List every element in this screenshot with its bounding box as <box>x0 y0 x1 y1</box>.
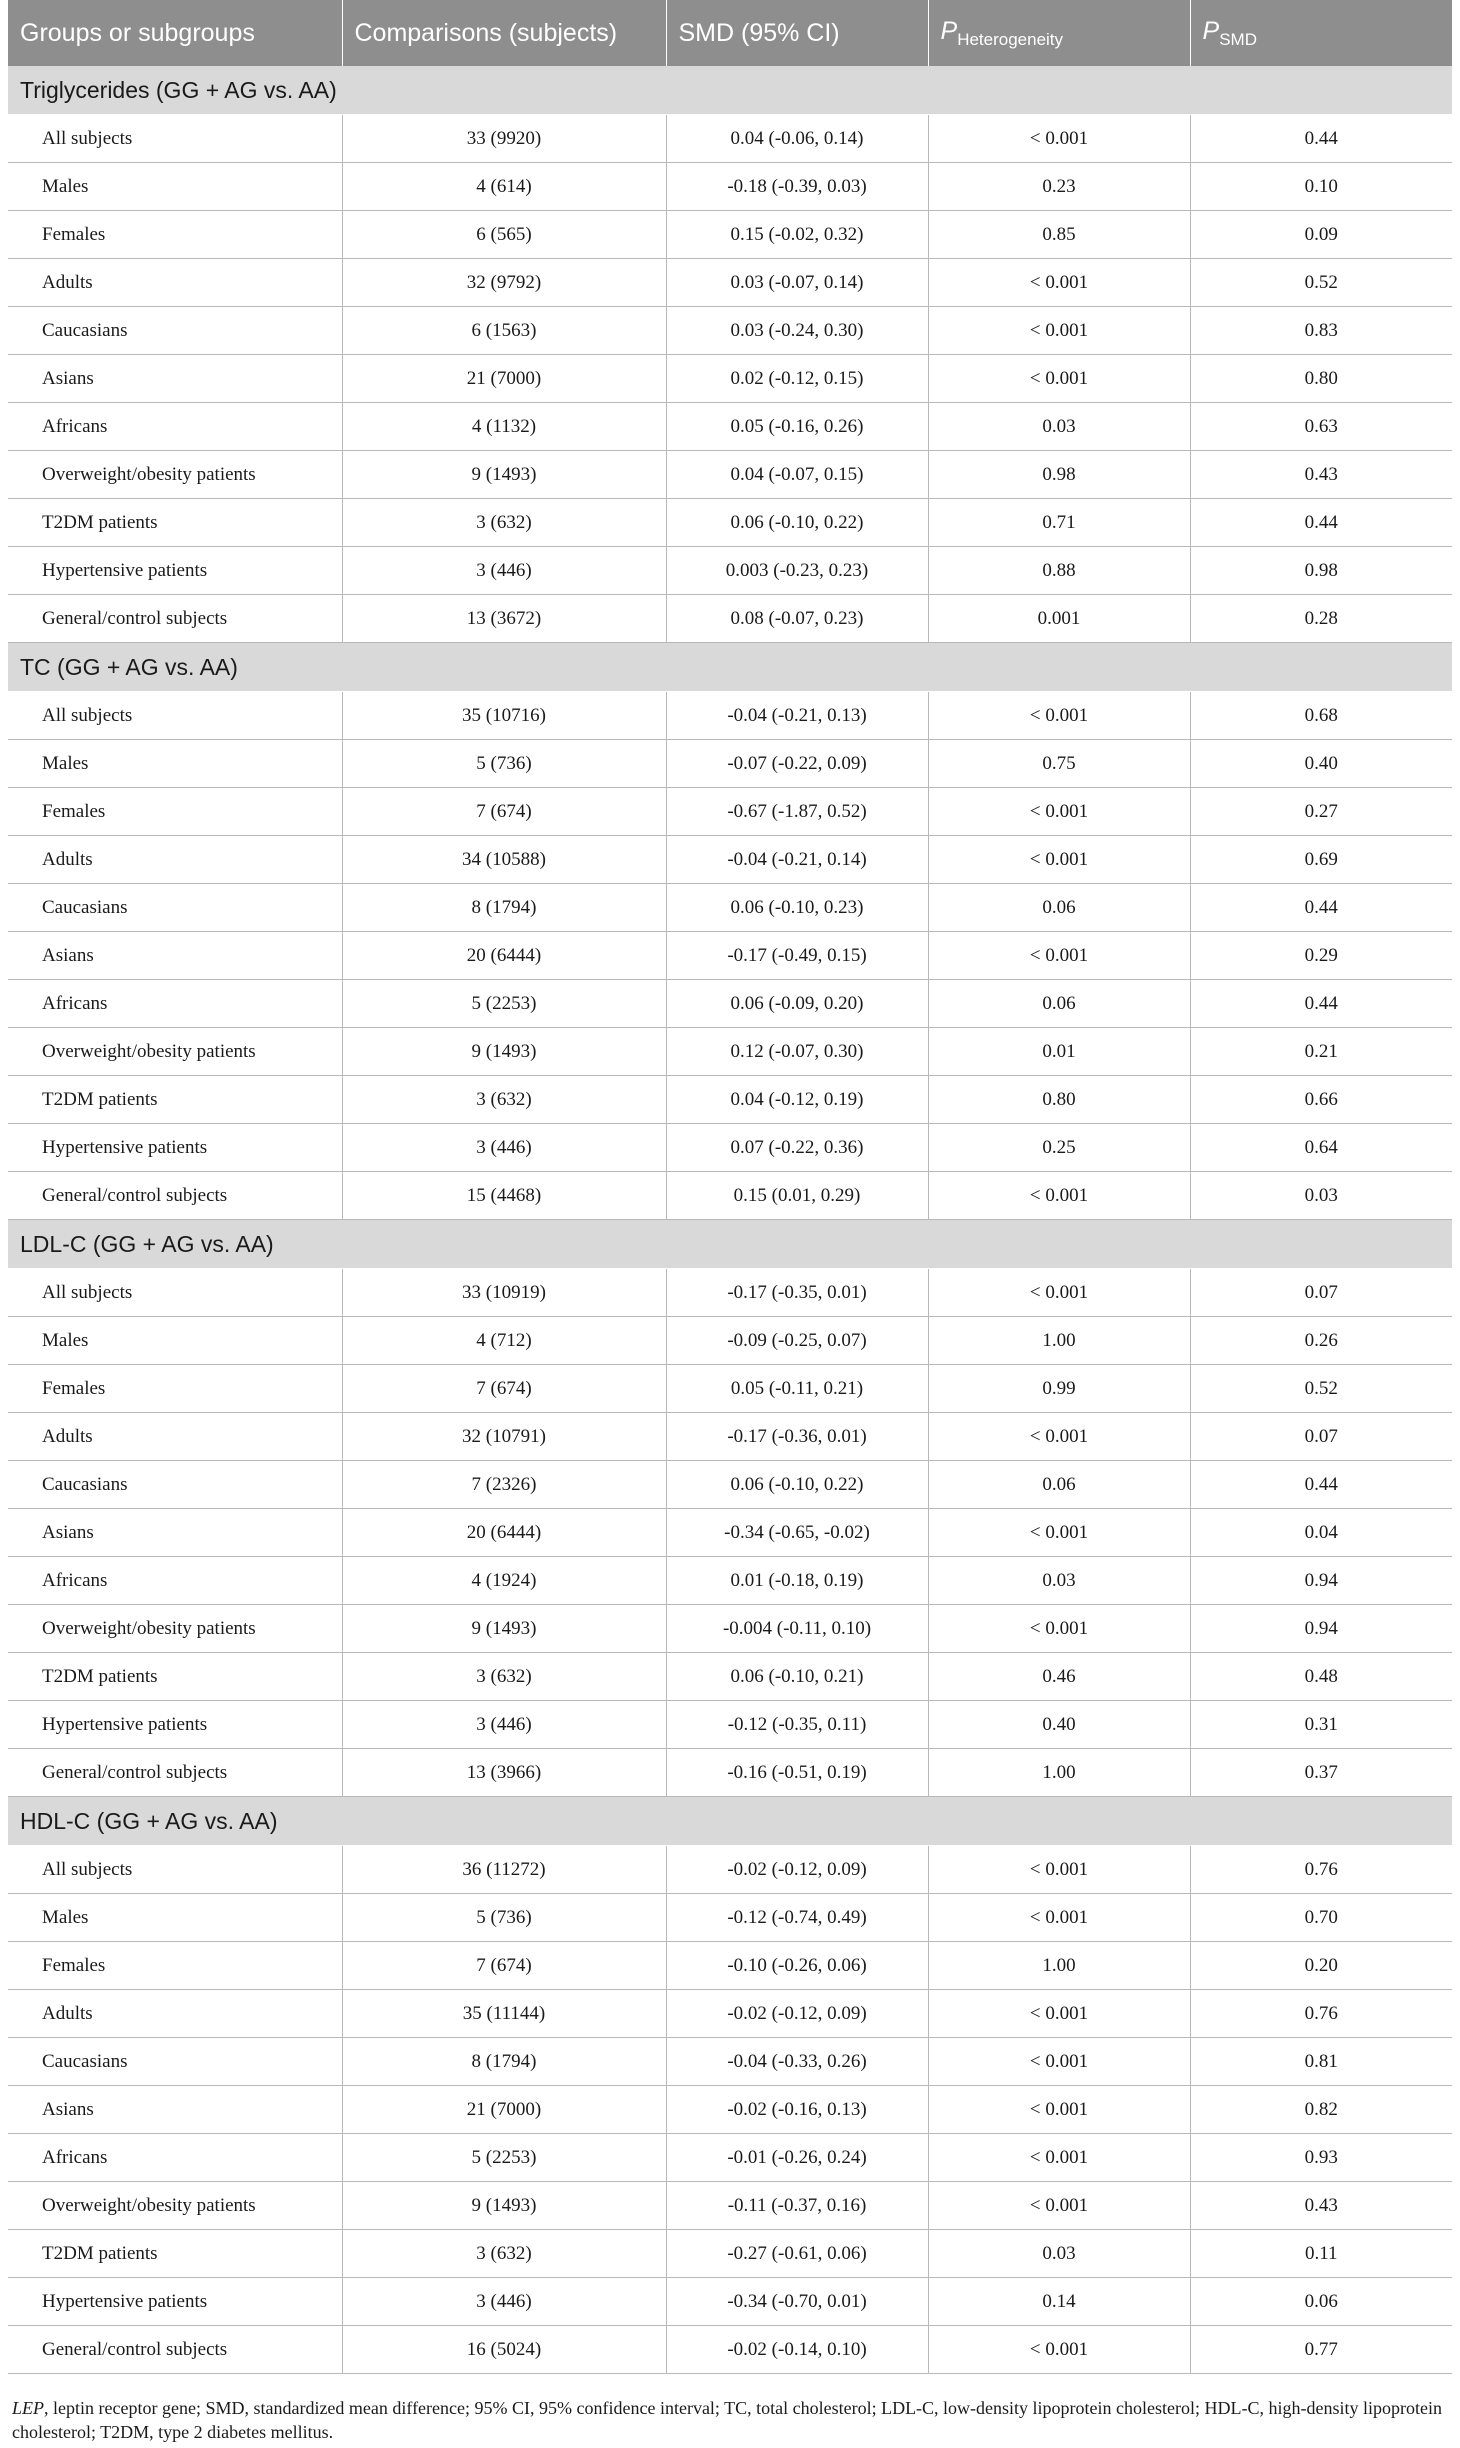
table-row <box>8 355 1452 403</box>
cell-smd: -0.67 (-1.87, 0.52) <box>666 788 928 836</box>
cell-group: Hypertensive patients <box>8 1701 342 1749</box>
cell-comparisons: 15 (4468) <box>342 1172 666 1220</box>
table-row <box>8 692 1452 740</box>
header-comparisons: Comparisons (subjects) <box>342 0 666 66</box>
p-subscript: Heterogeneity <box>957 29 1064 49</box>
cell-p-smd: 0.81 <box>1190 2038 1452 2086</box>
table-row <box>8 1653 1452 1701</box>
table-row <box>8 740 1452 788</box>
cell-p-smd: 0.48 <box>1190 1653 1452 1701</box>
cell-smd: 0.05 (-0.11, 0.21) <box>666 1365 928 1413</box>
table-row <box>8 2086 1452 2134</box>
table-row <box>8 547 1452 595</box>
cell-p-smd: 0.44 <box>1190 499 1452 547</box>
table-row <box>8 1076 1452 1124</box>
cell-smd: 0.03 (-0.07, 0.14) <box>666 259 928 307</box>
cell-p-heterogeneity: 0.46 <box>928 1653 1190 1701</box>
cell-group: Hypertensive patients <box>8 1124 342 1172</box>
cell-group: Adults <box>8 259 342 307</box>
table-row <box>8 211 1452 259</box>
cell-smd: 0.03 (-0.24, 0.30) <box>666 307 928 355</box>
table-row <box>8 1509 1452 1557</box>
table-row <box>8 595 1452 643</box>
cell-group: Males <box>8 1894 342 1942</box>
cell-p-heterogeneity: < 0.001 <box>928 1172 1190 1220</box>
cell-comparisons: 3 (632) <box>342 499 666 547</box>
cell-group: Hypertensive patients <box>8 547 342 595</box>
cell-smd: 0.01 (-0.18, 0.19) <box>666 1557 928 1605</box>
cell-smd: -0.01 (-0.26, 0.24) <box>666 2134 928 2182</box>
cell-smd: 0.06 (-0.10, 0.22) <box>666 499 928 547</box>
cell-comparisons: 4 (1924) <box>342 1557 666 1605</box>
cell-p-heterogeneity: 0.14 <box>928 2278 1190 2326</box>
cell-group: Caucasians <box>8 2038 342 2086</box>
cell-p-heterogeneity: 0.03 <box>928 2230 1190 2278</box>
cell-p-heterogeneity: < 0.001 <box>928 307 1190 355</box>
table-row <box>8 1846 1452 1894</box>
cell-smd: 0.003 (-0.23, 0.23) <box>666 547 928 595</box>
section-title: TC (GG + AG vs. AA) <box>8 643 1452 692</box>
table-footnote <box>12 2396 1448 2444</box>
cell-group: Females <box>8 1942 342 1990</box>
table-row <box>8 836 1452 884</box>
cell-p-smd: 0.21 <box>1190 1028 1452 1076</box>
cell-p-heterogeneity: 0.40 <box>928 1701 1190 1749</box>
cell-smd: -0.34 (-0.65, -0.02) <box>666 1509 928 1557</box>
cell-smd: 0.04 (-0.12, 0.19) <box>666 1076 928 1124</box>
section-header-row <box>8 66 1452 115</box>
cell-p-heterogeneity: < 0.001 <box>928 2086 1190 2134</box>
cell-group: All subjects <box>8 1269 342 1317</box>
cell-smd: -0.02 (-0.16, 0.13) <box>666 2086 928 2134</box>
cell-p-heterogeneity: 0.06 <box>928 884 1190 932</box>
cell-smd: -0.17 (-0.35, 0.01) <box>666 1269 928 1317</box>
cell-p-smd: 0.52 <box>1190 1365 1452 1413</box>
table-row <box>8 2038 1452 2086</box>
cell-p-smd: 0.44 <box>1190 980 1452 1028</box>
cell-group: Overweight/obesity patients <box>8 1605 342 1653</box>
cell-comparisons: 4 (614) <box>342 163 666 211</box>
cell-p-heterogeneity: < 0.001 <box>928 2182 1190 2230</box>
cell-p-smd: 0.06 <box>1190 2278 1452 2326</box>
table-row <box>8 1124 1452 1172</box>
cell-group: General/control subjects <box>8 595 342 643</box>
cell-p-smd: 0.07 <box>1190 1269 1452 1317</box>
cell-group: Overweight/obesity patients <box>8 1028 342 1076</box>
cell-p-heterogeneity: 0.85 <box>928 211 1190 259</box>
cell-comparisons: 5 (736) <box>342 740 666 788</box>
table-row <box>8 1269 1452 1317</box>
cell-smd: 0.12 (-0.07, 0.30) <box>666 1028 928 1076</box>
p-symbol: P <box>1202 16 1220 45</box>
table-row <box>8 2134 1452 2182</box>
cell-p-heterogeneity: < 0.001 <box>928 1846 1190 1894</box>
cell-comparisons: 32 (10791) <box>342 1413 666 1461</box>
table-row <box>8 403 1452 451</box>
cell-smd: 0.02 (-0.12, 0.15) <box>666 355 928 403</box>
table-row <box>8 499 1452 547</box>
cell-smd: -0.02 (-0.14, 0.10) <box>666 2326 928 2374</box>
cell-p-smd: 0.70 <box>1190 1894 1452 1942</box>
cell-comparisons: 8 (1794) <box>342 2038 666 2086</box>
table-row <box>8 163 1452 211</box>
cell-smd: -0.16 (-0.51, 0.19) <box>666 1749 928 1797</box>
cell-smd: -0.09 (-0.25, 0.07) <box>666 1317 928 1365</box>
cell-p-smd: 0.43 <box>1190 451 1452 499</box>
cell-p-heterogeneity: 0.80 <box>928 1076 1190 1124</box>
cell-comparisons: 3 (446) <box>342 1701 666 1749</box>
cell-p-smd: 0.03 <box>1190 1172 1452 1220</box>
cell-comparisons: 36 (11272) <box>342 1846 666 1894</box>
table-row <box>8 884 1452 932</box>
table-row <box>8 980 1452 1028</box>
cell-p-heterogeneity: < 0.001 <box>928 1990 1190 2038</box>
table-row <box>8 1413 1452 1461</box>
cell-group: Asians <box>8 932 342 980</box>
cell-p-smd: 0.76 <box>1190 1846 1452 1894</box>
cell-group: Adults <box>8 1990 342 2038</box>
cell-p-heterogeneity: 0.06 <box>928 1461 1190 1509</box>
cell-smd: -0.07 (-0.22, 0.09) <box>666 740 928 788</box>
cell-group: T2DM patients <box>8 1076 342 1124</box>
cell-p-smd: 0.31 <box>1190 1701 1452 1749</box>
cell-p-heterogeneity: < 0.001 <box>928 692 1190 740</box>
cell-p-heterogeneity: 0.001 <box>928 595 1190 643</box>
cell-smd: 0.04 (-0.07, 0.15) <box>666 451 928 499</box>
cell-comparisons: 7 (674) <box>342 1942 666 1990</box>
table-row <box>8 1894 1452 1942</box>
cell-comparisons: 8 (1794) <box>342 884 666 932</box>
cell-comparisons: 21 (7000) <box>342 2086 666 2134</box>
cell-comparisons: 6 (1563) <box>342 307 666 355</box>
cell-smd: -0.02 (-0.12, 0.09) <box>666 1846 928 1894</box>
cell-comparisons: 7 (2326) <box>342 1461 666 1509</box>
cell-comparisons: 35 (10716) <box>342 692 666 740</box>
cell-p-heterogeneity: 1.00 <box>928 1317 1190 1365</box>
section-title: HDL-C (GG + AG vs. AA) <box>8 1797 1452 1846</box>
cell-comparisons: 5 (736) <box>342 1894 666 1942</box>
cell-p-heterogeneity: < 0.001 <box>928 115 1190 163</box>
table-row <box>8 1701 1452 1749</box>
table-row <box>8 1028 1452 1076</box>
cell-group: Adults <box>8 836 342 884</box>
cell-p-smd: 0.66 <box>1190 1076 1452 1124</box>
cell-p-smd: 0.69 <box>1190 836 1452 884</box>
cell-p-heterogeneity: 0.88 <box>928 547 1190 595</box>
cell-p-heterogeneity: 0.23 <box>928 163 1190 211</box>
cell-p-heterogeneity: < 0.001 <box>928 2326 1190 2374</box>
cell-p-smd: 0.44 <box>1190 1461 1452 1509</box>
cell-p-smd: 0.93 <box>1190 2134 1452 2182</box>
cell-p-heterogeneity: 0.99 <box>928 1365 1190 1413</box>
cell-comparisons: 5 (2253) <box>342 2134 666 2182</box>
table-row <box>8 1365 1452 1413</box>
p-symbol: P <box>940 16 958 45</box>
cell-group: Females <box>8 211 342 259</box>
cell-group: T2DM patients <box>8 499 342 547</box>
cell-comparisons: 3 (446) <box>342 1124 666 1172</box>
cell-comparisons: 3 (632) <box>342 1076 666 1124</box>
cell-smd: 0.15 (-0.02, 0.32) <box>666 211 928 259</box>
cell-group: Caucasians <box>8 307 342 355</box>
cell-p-heterogeneity: < 0.001 <box>928 1605 1190 1653</box>
footnote-abbreviation: LEP <box>12 2398 45 2418</box>
cell-p-heterogeneity: < 0.001 <box>928 1509 1190 1557</box>
cell-p-smd: 0.07 <box>1190 1413 1452 1461</box>
meta-analysis-table <box>8 0 1452 2374</box>
cell-group: Asians <box>8 2086 342 2134</box>
cell-group: Overweight/obesity patients <box>8 451 342 499</box>
footnote-text: , leptin receptor gene; SMD, standardized mean difference; 95% CI, 95% confidence interval; TC, total cholesterol; LDL-C, low-density lipoprotein cholesterol; HDL-C, high-density lipoprotein cholesterol; T2DM, type 2 diabetes mellitus. <box>12 2398 1442 2442</box>
cell-comparisons: 34 (10588) <box>342 836 666 884</box>
cell-p-heterogeneity: < 0.001 <box>928 788 1190 836</box>
table-row <box>8 115 1452 163</box>
cell-comparisons: 13 (3672) <box>342 595 666 643</box>
cell-smd: 0.07 (-0.22, 0.36) <box>666 1124 928 1172</box>
cell-p-heterogeneity: < 0.001 <box>928 2134 1190 2182</box>
cell-smd: 0.06 (-0.10, 0.22) <box>666 1461 928 1509</box>
cell-comparisons: 9 (1493) <box>342 2182 666 2230</box>
cell-group: Females <box>8 1365 342 1413</box>
cell-group: T2DM patients <box>8 2230 342 2278</box>
cell-p-heterogeneity: < 0.001 <box>928 259 1190 307</box>
cell-p-smd: 0.11 <box>1190 2230 1452 2278</box>
header-row <box>8 0 1452 66</box>
cell-group: General/control subjects <box>8 1749 342 1797</box>
table-row <box>8 1461 1452 1509</box>
cell-smd: -0.12 (-0.35, 0.11) <box>666 1701 928 1749</box>
cell-p-heterogeneity: < 0.001 <box>928 2038 1190 2086</box>
cell-p-smd: 0.44 <box>1190 115 1452 163</box>
cell-smd: 0.08 (-0.07, 0.23) <box>666 595 928 643</box>
table-row <box>8 2230 1452 2278</box>
cell-p-smd: 0.63 <box>1190 403 1452 451</box>
cell-p-smd: 0.29 <box>1190 932 1452 980</box>
table-row <box>8 788 1452 836</box>
section-title: LDL-C (GG + AG vs. AA) <box>8 1220 1452 1269</box>
cell-p-smd: 0.64 <box>1190 1124 1452 1172</box>
cell-smd: -0.04 (-0.33, 0.26) <box>666 2038 928 2086</box>
header-p-heterogeneity <box>928 0 1190 66</box>
cell-group: Females <box>8 788 342 836</box>
table-body <box>8 66 1452 2374</box>
cell-group: General/control subjects <box>8 2326 342 2374</box>
cell-comparisons: 4 (712) <box>342 1317 666 1365</box>
cell-p-smd: 0.44 <box>1190 884 1452 932</box>
cell-p-smd: 0.10 <box>1190 163 1452 211</box>
cell-comparisons: 3 (632) <box>342 1653 666 1701</box>
cell-comparisons: 21 (7000) <box>342 355 666 403</box>
table-row <box>8 1990 1452 2038</box>
cell-comparisons: 13 (3966) <box>342 1749 666 1797</box>
cell-p-heterogeneity: < 0.001 <box>928 836 1190 884</box>
cell-smd: -0.04 (-0.21, 0.13) <box>666 692 928 740</box>
cell-p-heterogeneity: < 0.001 <box>928 1413 1190 1461</box>
cell-smd: 0.06 (-0.10, 0.23) <box>666 884 928 932</box>
cell-p-heterogeneity: 0.06 <box>928 980 1190 1028</box>
cell-group: Hypertensive patients <box>8 2278 342 2326</box>
cell-p-heterogeneity: 0.71 <box>928 499 1190 547</box>
cell-group: Males <box>8 163 342 211</box>
cell-comparisons: 5 (2253) <box>342 980 666 1028</box>
cell-comparisons: 9 (1493) <box>342 1028 666 1076</box>
cell-comparisons: 33 (10919) <box>342 1269 666 1317</box>
cell-p-heterogeneity: 0.25 <box>928 1124 1190 1172</box>
cell-smd: -0.27 (-0.61, 0.06) <box>666 2230 928 2278</box>
cell-group: All subjects <box>8 692 342 740</box>
cell-p-heterogeneity: 0.01 <box>928 1028 1190 1076</box>
cell-p-heterogeneity: 0.03 <box>928 1557 1190 1605</box>
cell-comparisons: 35 (11144) <box>342 1990 666 2038</box>
table-row <box>8 307 1452 355</box>
cell-comparisons: 3 (632) <box>342 2230 666 2278</box>
cell-smd: -0.34 (-0.70, 0.01) <box>666 2278 928 2326</box>
cell-group: All subjects <box>8 1846 342 1894</box>
cell-comparisons: 20 (6444) <box>342 1509 666 1557</box>
cell-group: Overweight/obesity patients <box>8 2182 342 2230</box>
cell-comparisons: 3 (446) <box>342 2278 666 2326</box>
table-row <box>8 1317 1452 1365</box>
cell-p-heterogeneity: < 0.001 <box>928 932 1190 980</box>
cell-p-smd: 0.43 <box>1190 2182 1452 2230</box>
cell-smd: 0.15 (0.01, 0.29) <box>666 1172 928 1220</box>
cell-group: Africans <box>8 980 342 1028</box>
table-row <box>8 1557 1452 1605</box>
cell-p-smd: 0.40 <box>1190 740 1452 788</box>
cell-smd: 0.06 (-0.09, 0.20) <box>666 980 928 1028</box>
cell-smd: -0.17 (-0.36, 0.01) <box>666 1413 928 1461</box>
cell-p-smd: 0.20 <box>1190 1942 1452 1990</box>
cell-comparisons: 32 (9792) <box>342 259 666 307</box>
cell-p-smd: 0.04 <box>1190 1509 1452 1557</box>
cell-comparisons: 33 (9920) <box>342 115 666 163</box>
cell-p-heterogeneity: < 0.001 <box>928 1894 1190 1942</box>
cell-smd: -0.10 (-0.26, 0.06) <box>666 1942 928 1990</box>
table-row <box>8 1172 1452 1220</box>
cell-p-smd: 0.83 <box>1190 307 1452 355</box>
cell-smd: 0.05 (-0.16, 0.26) <box>666 403 928 451</box>
cell-group: Caucasians <box>8 884 342 932</box>
cell-smd: 0.06 (-0.10, 0.21) <box>666 1653 928 1701</box>
cell-p-smd: 0.37 <box>1190 1749 1452 1797</box>
header-p-smd <box>1190 0 1452 66</box>
cell-group: Males <box>8 740 342 788</box>
cell-p-smd: 0.94 <box>1190 1605 1452 1653</box>
table-row <box>8 1749 1452 1797</box>
cell-smd: -0.02 (-0.12, 0.09) <box>666 1990 928 2038</box>
cell-group: Africans <box>8 1557 342 1605</box>
cell-group: T2DM patients <box>8 1653 342 1701</box>
cell-p-smd: 0.26 <box>1190 1317 1452 1365</box>
cell-comparisons: 9 (1493) <box>342 1605 666 1653</box>
cell-p-smd: 0.27 <box>1190 788 1452 836</box>
cell-p-heterogeneity: 0.98 <box>928 451 1190 499</box>
header-groups: Groups or subgroups <box>8 0 342 66</box>
cell-p-smd: 0.09 <box>1190 211 1452 259</box>
cell-smd: -0.04 (-0.21, 0.14) <box>666 836 928 884</box>
table-row <box>8 2326 1452 2374</box>
section-title: Triglycerides (GG + AG vs. AA) <box>8 66 1452 115</box>
cell-group: Adults <box>8 1413 342 1461</box>
table-row <box>8 2182 1452 2230</box>
cell-group: Males <box>8 1317 342 1365</box>
cell-group: Africans <box>8 403 342 451</box>
section-header-row <box>8 643 1452 692</box>
cell-smd: -0.11 (-0.37, 0.16) <box>666 2182 928 2230</box>
section-header-row <box>8 1797 1452 1846</box>
section-header-row <box>8 1220 1452 1269</box>
cell-p-heterogeneity: 1.00 <box>928 1749 1190 1797</box>
cell-p-smd: 0.94 <box>1190 1557 1452 1605</box>
table-row <box>8 2278 1452 2326</box>
cell-comparisons: 20 (6444) <box>342 932 666 980</box>
table-row <box>8 451 1452 499</box>
cell-p-smd: 0.80 <box>1190 355 1452 403</box>
cell-comparisons: 3 (446) <box>342 547 666 595</box>
cell-group: Caucasians <box>8 1461 342 1509</box>
cell-comparisons: 4 (1132) <box>342 403 666 451</box>
cell-smd: -0.004 (-0.11, 0.10) <box>666 1605 928 1653</box>
cell-comparisons: 7 (674) <box>342 788 666 836</box>
cell-group: General/control subjects <box>8 1172 342 1220</box>
cell-group: Asians <box>8 1509 342 1557</box>
cell-p-smd: 0.68 <box>1190 692 1452 740</box>
cell-p-smd: 0.98 <box>1190 547 1452 595</box>
cell-p-heterogeneity: < 0.001 <box>928 1269 1190 1317</box>
cell-p-heterogeneity: 0.03 <box>928 403 1190 451</box>
cell-smd: -0.17 (-0.49, 0.15) <box>666 932 928 980</box>
cell-comparisons: 7 (674) <box>342 1365 666 1413</box>
table-row <box>8 1942 1452 1990</box>
header-smd: SMD (95% CI) <box>666 0 928 66</box>
cell-p-heterogeneity: 0.75 <box>928 740 1190 788</box>
cell-p-smd: 0.52 <box>1190 259 1452 307</box>
cell-p-smd: 0.28 <box>1190 595 1452 643</box>
table-row <box>8 259 1452 307</box>
cell-smd: 0.04 (-0.06, 0.14) <box>666 115 928 163</box>
cell-group: All subjects <box>8 115 342 163</box>
cell-p-smd: 0.77 <box>1190 2326 1452 2374</box>
table-row <box>8 1605 1452 1653</box>
cell-p-smd: 0.76 <box>1190 1990 1452 2038</box>
cell-smd: -0.12 (-0.74, 0.49) <box>666 1894 928 1942</box>
cell-p-heterogeneity: 1.00 <box>928 1942 1190 1990</box>
cell-comparisons: 9 (1493) <box>342 451 666 499</box>
p-subscript: SMD <box>1219 29 1257 49</box>
cell-p-smd: 0.82 <box>1190 2086 1452 2134</box>
cell-group: Africans <box>8 2134 342 2182</box>
cell-group: Asians <box>8 355 342 403</box>
cell-comparisons: 6 (565) <box>342 211 666 259</box>
cell-comparisons: 16 (5024) <box>342 2326 666 2374</box>
cell-p-heterogeneity: < 0.001 <box>928 355 1190 403</box>
table-row <box>8 932 1452 980</box>
cell-smd: -0.18 (-0.39, 0.03) <box>666 163 928 211</box>
